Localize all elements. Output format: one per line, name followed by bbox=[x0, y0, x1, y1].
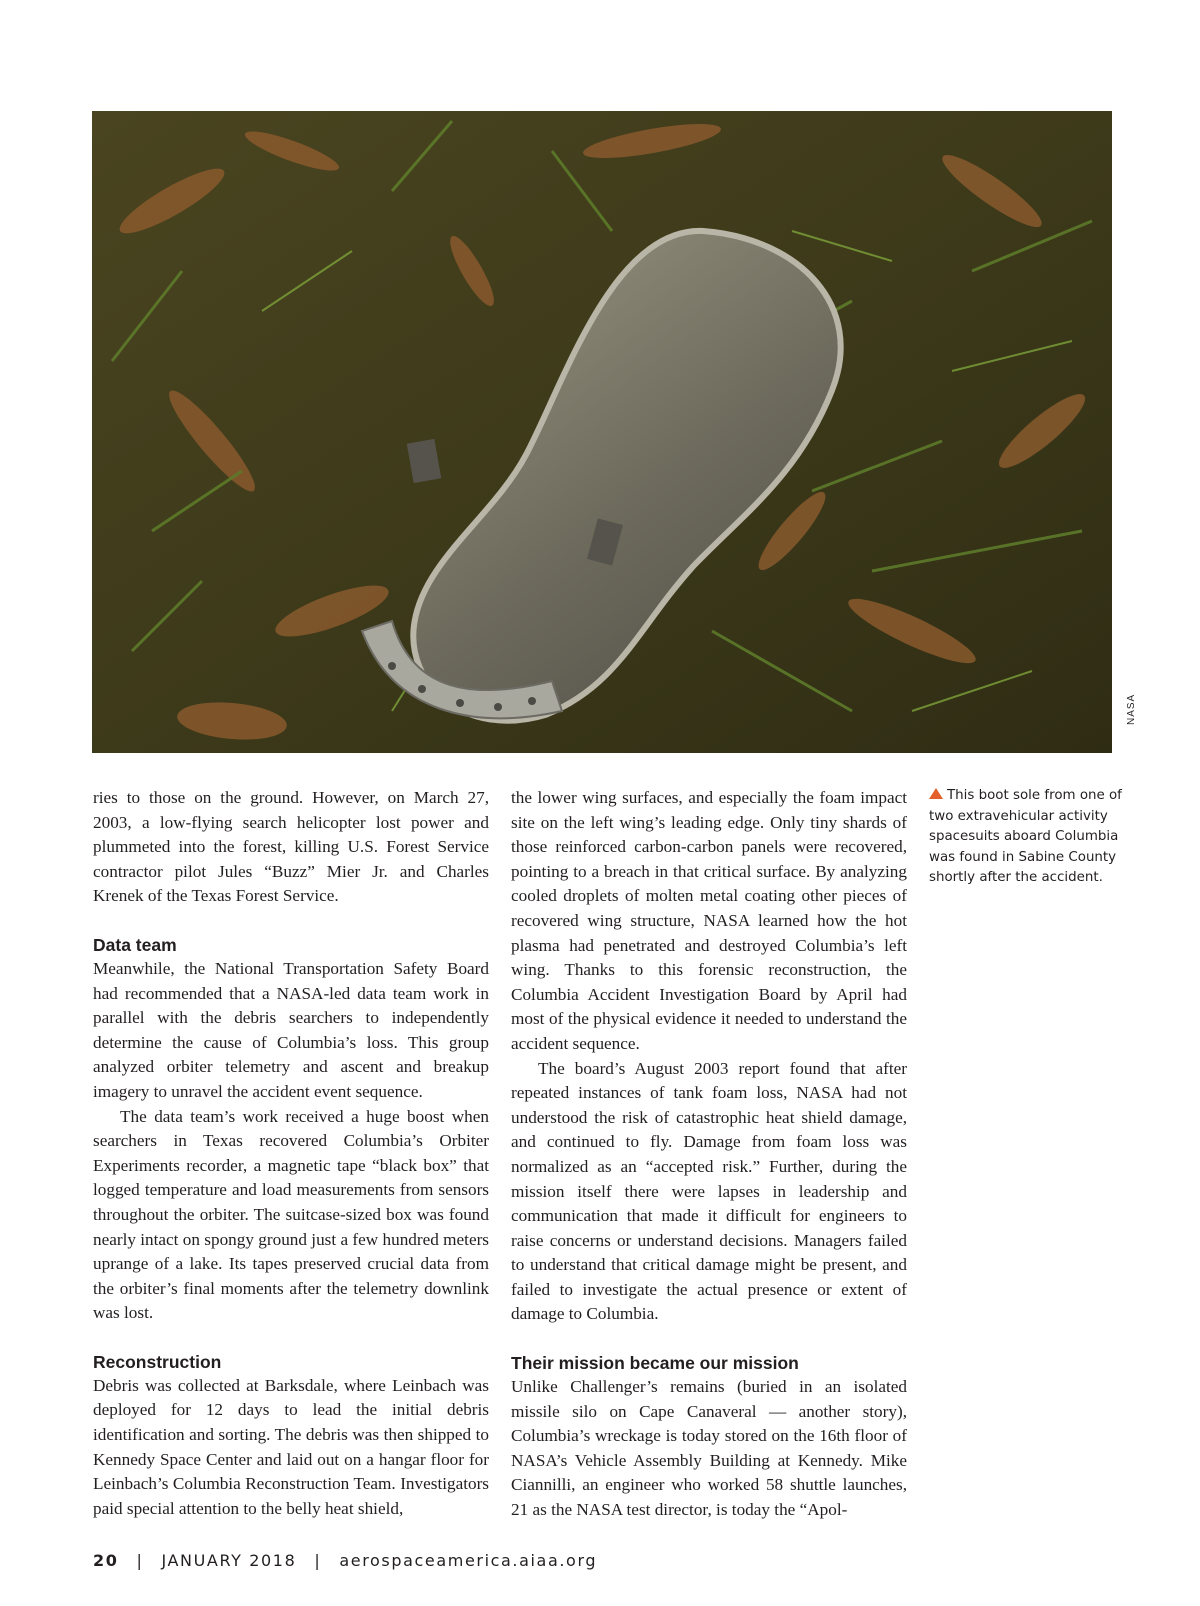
data-team-heading: Data team bbox=[93, 934, 177, 955]
article-column-1 bbox=[93, 786, 489, 1521]
column2-paragraph-2: The board’s August 2003 report found that after repeated instances of tank foam loss, NASA had not understood the risk of catastrophic heat shield damage, and continued to fly. Damage from foam loss was normalized as an “accepted risk.” Further, during the mission itself there were lapses in leadership and communication that made it difficult for engineers to raise concerns or understand decisions. Managers failed to understand that critical damage might be present, and failed to investigate the actual presence or extent of damage to Columbia. bbox=[511, 1058, 907, 1324]
intro-paragraph: ries to those on the ground. However, on March 27, 2003, a low-flying search helicopter lost power and plummeted into the forest, killing U.S. Forest Service contractor pilot Jules “Buzz” Mier Jr. and Charles Krenek of the Texas Forest Service. bbox=[93, 788, 489, 906]
boot-sole-illustration bbox=[92, 111, 1112, 753]
page-footer bbox=[93, 1551, 597, 1570]
triangle-marker-icon bbox=[929, 788, 943, 799]
photo-credit: NASA bbox=[1126, 693, 1137, 725]
reconstruction-paragraph: Debris was collected at Barksdale, where Leinbach was deployed for 12 days to lead the initial debris identification and sorting. The debris was then shipped to Kennedy Space Center and laid out on a hangar floor for Leinbach’s Columbia Reconstruction Team. Investigators paid special attention to the belly heat shield, bbox=[93, 1375, 489, 1518]
footer-separator-1: | bbox=[136, 1551, 144, 1570]
page-number: 20 bbox=[93, 1551, 119, 1570]
data-team-paragraph-1: Meanwhile, the National Transportation Safety Board had recommended that a NASA-led data team work in parallel with the debris searchers to independently determine the cause of Columbia’s loss. This group analyzed orbiter telemetry and ascent and breakup imagery to unravel the accident event sequence. bbox=[93, 958, 489, 1101]
reconstruction-heading: Reconstruction bbox=[93, 1351, 222, 1372]
article-column-2 bbox=[511, 786, 907, 1523]
mission-heading: Their mission became our mission bbox=[511, 1353, 799, 1374]
issue-date: JANUARY 2018 bbox=[161, 1551, 297, 1570]
mission-paragraph: Unlike Challenger’s remains (buried in an isolated missile silo on Cape Canaveral — another story), Columbia’s wreckage is today stored on the 16th floor of NASA’s Vehicle Assembly Building at Kennedy. Mike Ciannilli, an engineer who worked 58 shuttle launches, 21 as the NASA test director, is today the “Apol- bbox=[511, 1377, 907, 1520]
website-link[interactable]: aerospaceamerica.aiaa.org bbox=[339, 1551, 598, 1570]
photo-caption bbox=[929, 786, 1129, 889]
boot-sole-photo bbox=[92, 111, 1112, 753]
data-team-paragraph-2: The data team’s work received a huge boost when searchers in Texas recovered Columbia’s Orbiter Experiments recorder, a magnetic tape “black box” that logged temperature and load measurements from sensors throughout the orbiter. The suitcase-sized box was found nearly intact on spongy ground just a few hundred meters uprange of a lake. Its tapes preserved crucial data from the orbiter’s final moments after the telemetry downlink was lost. bbox=[93, 1106, 489, 1323]
column2-paragraph-1: the lower wing surfaces, and especially the foam impact site on the left wing’s leading edge. Only tiny shards of those reinforced carbon-carbon panels were recovered, pointing to a breach in that critical surface. By analyzing cooled droplets of molten metal coating other pieces of recovered wing structure, NASA learned how the hot plasma had penetrated and destroyed Columbia’s left wing. Thanks to this forensic reconstruction, the Columbia Accident Investigation Board by April had most of the physical evidence it needed to understand the accident sequence. bbox=[511, 788, 907, 1053]
footer-separator-2: | bbox=[314, 1551, 322, 1570]
caption-text: This boot sole from one of two extravehicular activity spacesuits aboard Columbia was found in Sabine County shortly after the accident. bbox=[929, 788, 1122, 886]
